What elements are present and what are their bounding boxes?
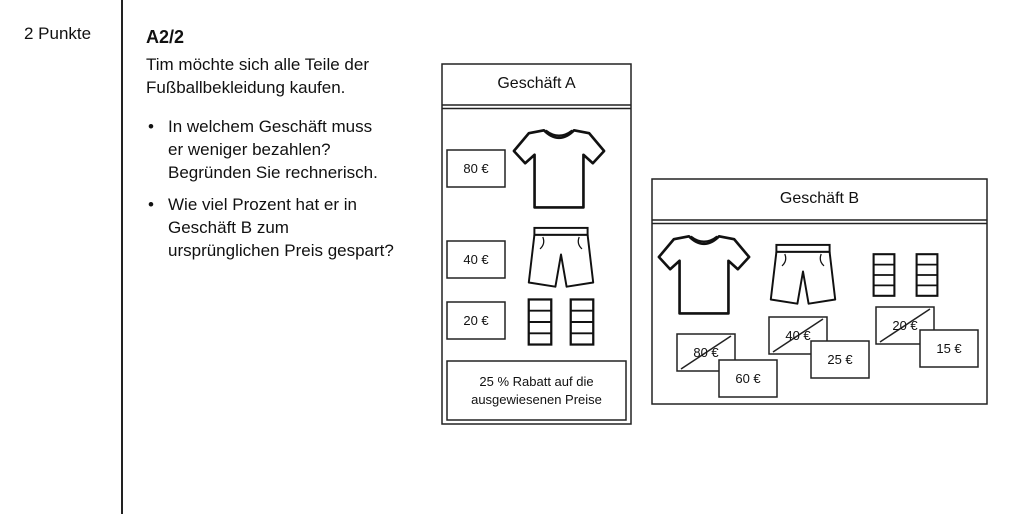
shop-a-title: Geschäft A	[497, 75, 576, 92]
shop-a-shirt-price: 80 €	[463, 161, 489, 176]
shop-a-shorts-price: 40 €	[463, 252, 489, 267]
shop-b-shirt-old-price: 80 €	[693, 345, 719, 360]
question-2-line-1: • Wie viel Prozent hat er in	[168, 195, 357, 214]
question-1-line-1: • In welchem Geschäft muss	[168, 117, 373, 136]
shop-b-shorts-old-price: 40 €	[785, 328, 811, 343]
shop-b-sock-right-icon	[917, 254, 938, 296]
question-2-line-3: ursprünglichen Preis gespart?	[168, 241, 394, 260]
question-1-line-3: Begründen Sie rechnerisch.	[168, 163, 378, 182]
shop-a-discount-text	[447, 373, 626, 409]
shop-a-sock-right-icon	[571, 299, 594, 344]
shop-b-socks-old-price: 20 €	[892, 318, 918, 333]
question-1-line-2: er weniger bezahlen?	[168, 140, 331, 159]
shop-a-panel	[442, 64, 631, 424]
shop-b-shirt-new-price: 60 €	[735, 371, 761, 386]
shop-b-shorts-new-price: 25 €	[827, 352, 853, 367]
question-2-line-2: Geschäft B zum	[168, 218, 289, 237]
shop-b-socks-new-price: 15 €	[936, 341, 962, 356]
points-label: 2 Punkte	[24, 24, 92, 43]
shop-a-discount-line-2: ausgewiesenen Preise	[471, 392, 602, 407]
intro-line-2: Fußballbekleidung kaufen.	[146, 78, 346, 97]
shop-b-panel	[652, 179, 987, 404]
shop-a-sock-left-icon	[529, 299, 552, 344]
shop-a-discount-line-1: 25 % Rabatt auf die	[479, 374, 594, 389]
intro-line-1: Tim möchte sich alle Teile der	[146, 55, 369, 74]
shop-b-sock-left-icon	[874, 254, 895, 296]
shop-b-title: Geschäft B	[779, 190, 860, 207]
shop-a-socks-price: 20 €	[463, 313, 489, 328]
task-title: A2/2	[146, 27, 185, 47]
